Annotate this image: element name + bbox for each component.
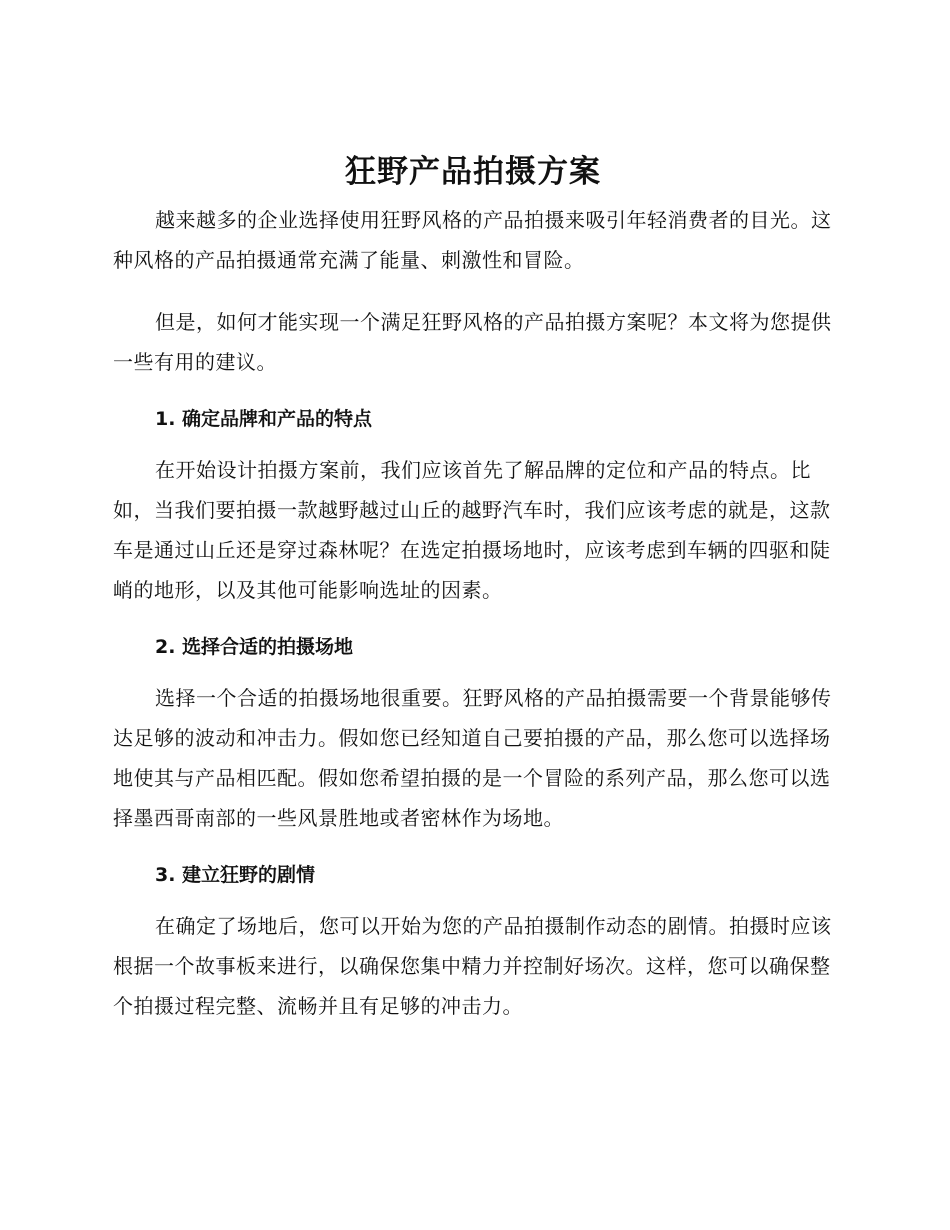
document-title: 狂野产品拍摄方案 bbox=[345, 154, 601, 190]
section-body: 选择一个合适的拍摄场地很重要。狂野风格的产品拍摄需要一个背景能够传达足够的波动和冲击力。假如您已经知道自己要拍摄的产品，那么您可以选择场地使其与产品相匹配。假如您希望拍摄的是一个冒险的系列产品，那么您可以选择墨西哥南部的一些风景胜地或者密林作为场地。 bbox=[113, 686, 832, 830]
intro-paragraph-1: 越来越多的企业选择使用狂野风格的产品拍摄来吸引年轻消费者的目光。这种风格的产品拍摄通常充满了能量、刺激性和冒险。 bbox=[113, 208, 832, 272]
section-2 bbox=[113, 632, 833, 838]
section-heading: 2. 选择合适的拍摄场地 bbox=[155, 636, 354, 658]
section-body: 在开始设计拍摄方案前，我们应该首先了解品牌的定位和产品的特点。比如，当我们要拍摄一款越野越过山丘的越野汽车时，我们应该考虑的就是，这款车是通过山丘还是穿过森林呢？在选定拍摄场地时，应该考虑到车辆的四驱和陡峭的地形，以及其他可能影响选址的因素。 bbox=[113, 458, 831, 602]
section-heading: 1. 确定品牌和产品的特点 bbox=[155, 408, 373, 430]
section-1 bbox=[113, 404, 833, 610]
intro-paragraph-2: 但是，如何才能实现一个满足狂野风格的产品拍摄方案呢？本文将为您提供一些有用的建议。 bbox=[113, 310, 832, 374]
section-body: 在确定了场地后，您可以开始为您的产品拍摄制作动态的剧情。拍摄时应该根据一个故事板来进行，以确保您集中精力并控制好场次。这样，您可以确保整个拍摄过程完整、流畅并且有足够的冲击力。 bbox=[113, 914, 832, 1018]
section-heading: 3. 建立狂野的剧情 bbox=[155, 864, 316, 886]
document-content bbox=[113, 150, 833, 1048]
section-3 bbox=[113, 860, 833, 1026]
